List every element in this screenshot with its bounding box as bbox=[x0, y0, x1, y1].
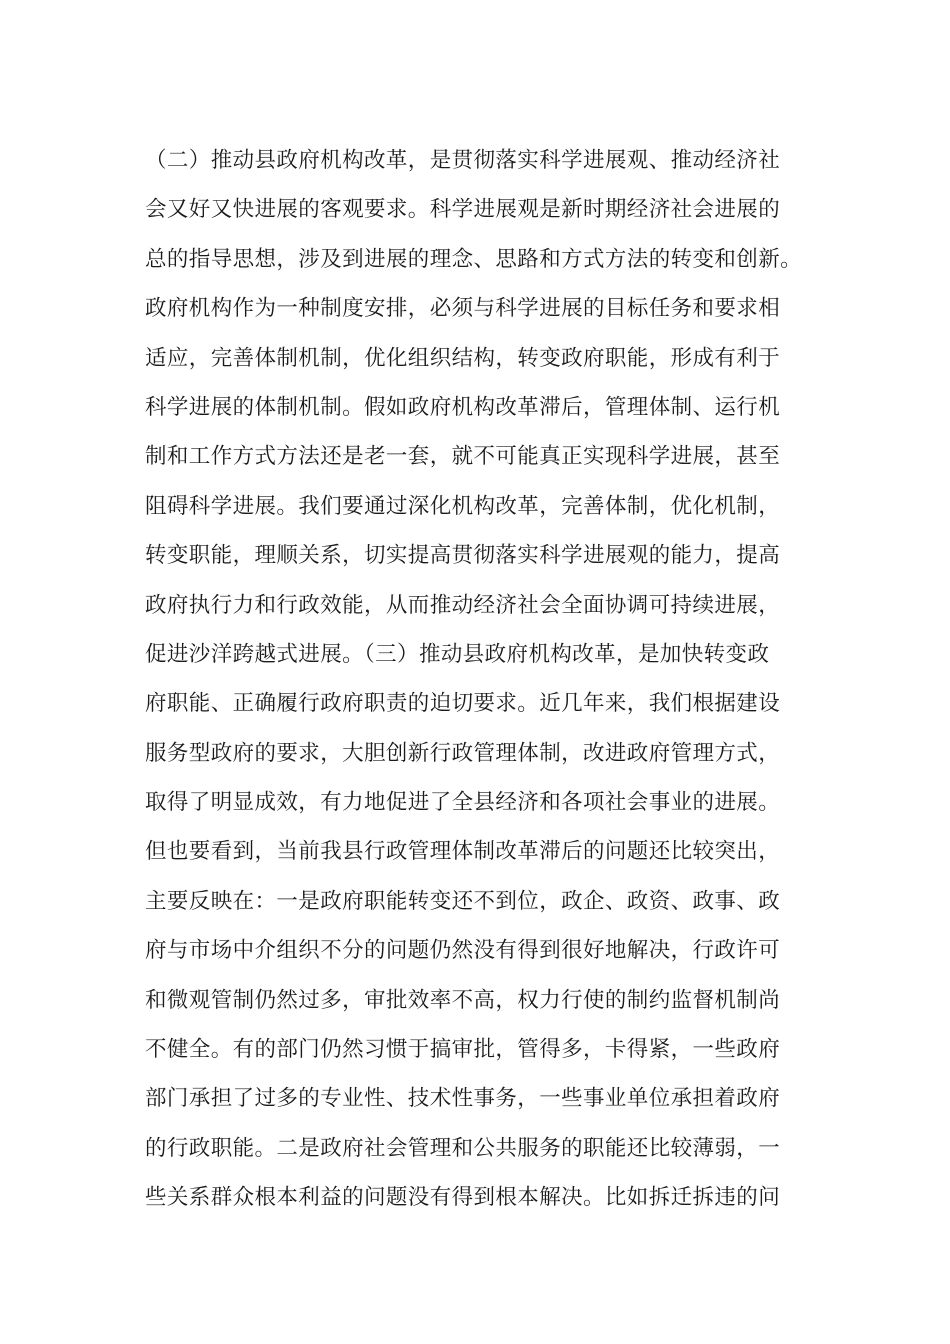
text-line: 阻碍科学进展。我们要通过深化机构改革，完善体制，优化机制， bbox=[145, 493, 781, 519]
text-line: 科学进展的体制机制。假如政府机构改革滞后，管理体制、运行机 bbox=[145, 394, 781, 420]
text-line: 总的指导思想，涉及到进展的理念、思路和方式方法的转变和创新。 bbox=[145, 246, 803, 272]
text-line: 制和工作方式方法还是老一套，就不可能真正实现科学进展，甚至 bbox=[145, 444, 781, 470]
text-line: 转变职能，理顺关系，切实提高贯彻落实科学进展观的能力，提高 bbox=[145, 543, 781, 569]
body-text bbox=[145, 136, 825, 1223]
text-line: 适应，完善体制机制，优化组织结构，转变政府职能，形成有利于 bbox=[145, 345, 781, 371]
text-line: 些关系群众根本利益的问题没有得到根本解决。比如拆迁拆违的问 bbox=[145, 1185, 781, 1211]
text-line: 促进沙洋跨越式进展。（三）推动县政府机构改革，是加快转变政 bbox=[145, 641, 770, 667]
text-line: 但也要看到，当前我县行政管理体制改革滞后的问题还比较突出， bbox=[145, 839, 781, 865]
text-line: 政府执行力和行政效能，从而推动经济社会全面协调可持续进展， bbox=[145, 592, 781, 618]
text-line: 服务型政府的要求，大胆创新行政管理体制，改进政府管理方式， bbox=[145, 740, 781, 766]
text-line: 会又好又快进展的客观要求。科学进展观是新时期经济社会进展的 bbox=[145, 197, 781, 223]
text-line: 府职能、正确履行政府职责的迫切要求。近几年来，我们根据建设 bbox=[145, 691, 781, 717]
text-line: （二）推动县政府机构改革，是贯彻落实科学进展观、推动经济社 bbox=[145, 148, 781, 173]
text-line: 主要反映在：一是政府职能转变还不到位，政企、政资、政事、政 bbox=[145, 888, 781, 914]
text-line: 政府机构作为一种制度安排，必须与科学进展的目标任务和要求相 bbox=[145, 296, 781, 322]
text-line: 取得了明显成效，有力地促进了全县经济和各项社会事业的进展。 bbox=[145, 790, 781, 816]
text-line: 部门承担了过多的专业性、技术性事务，一些事业单位承担着政府 bbox=[145, 1086, 781, 1112]
text-line: 的行政职能。二是政府社会管理和公共服务的职能还比较薄弱，一 bbox=[145, 1135, 781, 1161]
text-line: 不健全。有的部门仍然习惯于搞审批，管得多，卡得紧，一些政府 bbox=[145, 1037, 781, 1063]
text-line: 和微观管制仍然过多，审批效率不高，权力行使的制约监督机制尚 bbox=[145, 987, 781, 1013]
text-line: 府与市场中介组织不分的问题仍然没有得到很好地解决，行政许可 bbox=[145, 938, 781, 964]
